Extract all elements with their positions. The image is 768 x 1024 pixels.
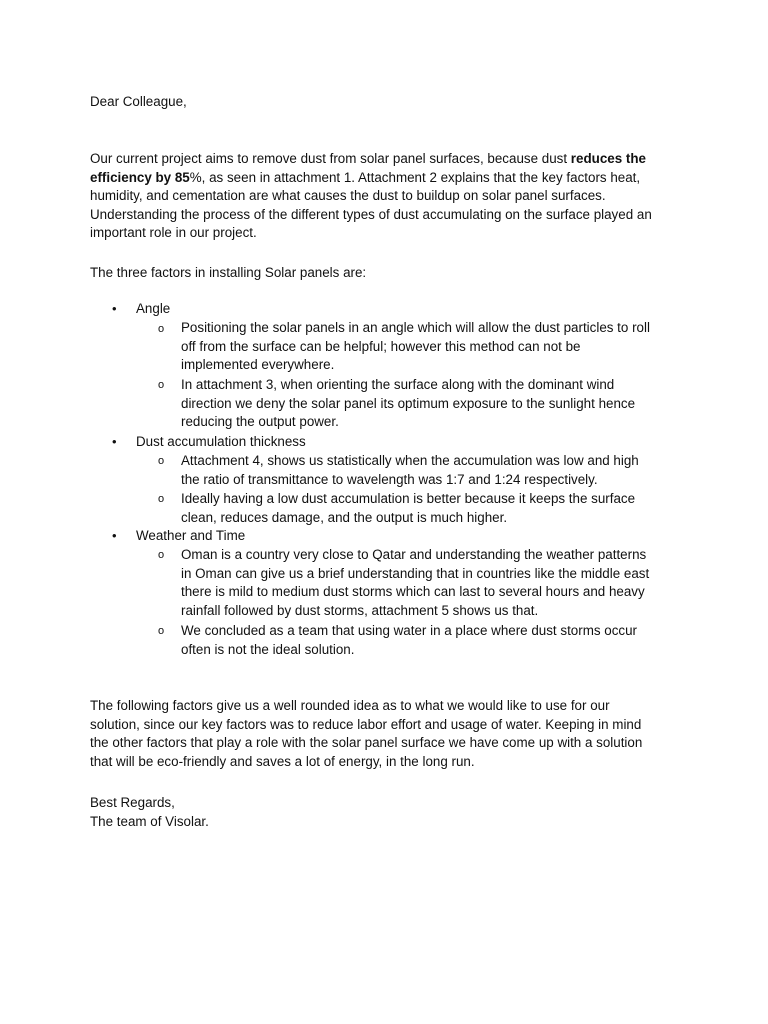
point-line: Attachment 4, shows us statistically when the accumulation was low and high [181, 453, 639, 468]
dust-point-2 [181, 490, 681, 527]
point-line: Positioning the solar panels in an angle which will allow the dust particles to roll [181, 320, 650, 335]
intro-percent-sign: % [189, 169, 202, 185]
sub-bullet-icon: o [158, 379, 165, 391]
point-line: off from the surface can be helpful; however this method can not be [181, 338, 581, 354]
intro-emphasis: efficiency by 85 [90, 169, 190, 185]
angle-point-1 [181, 319, 681, 375]
factors-lead: The three factors in installing Solar panels are: [90, 265, 367, 280]
point-line: Oman is a country very close to Qatar and understanding the weather patterns [181, 547, 647, 562]
point-line: in Oman can give us a brief understanding that in countries like the middle east [181, 565, 650, 581]
sub-bullet-icon: o [158, 493, 165, 505]
signoff-regards: Best Regards, [90, 795, 175, 810]
point-line: there is mild to medium dust storms which can last to several hours and heavy [181, 584, 645, 600]
salutation: Dear Colleague, [90, 94, 187, 109]
signoff-team: The team of Visolar. [90, 813, 209, 829]
intro-paragraph [90, 150, 690, 243]
sub-bullet-icon: o [158, 323, 165, 335]
point-line: the ratio of transmittance to wavelength was 1:7 and 1:24 respectively. [181, 471, 598, 487]
intro-line-5: important role in our project. [90, 225, 257, 241]
weather-point-1 [181, 546, 681, 620]
closing-line: that will be eco-friendly and saves a lot of energy, in the long run. [90, 753, 475, 769]
intro-line-1 [90, 150, 690, 169]
point-line: We concluded as a team that using water in a place where dust storms occur [181, 623, 638, 638]
closing-line: solution, since our key factors was to reduce labor effort and usage of water. Keeping in mind [90, 716, 642, 732]
angle-point-2 [181, 376, 681, 432]
bullet-icon: • [112, 528, 117, 543]
factor-title-weather: Weather and Time [136, 528, 246, 543]
sub-bullet-icon: o [158, 455, 165, 467]
point-line: often is not the ideal solution. [181, 641, 355, 657]
dust-point-1 [181, 452, 681, 489]
point-line: reducing the output power. [181, 414, 339, 430]
intro-text: Our current project aims to remove dust from solar panel surfaces, because dust [90, 151, 571, 166]
closing-paragraph [90, 697, 690, 771]
weather-point-2 [181, 622, 681, 659]
bullet-icon: • [112, 301, 117, 316]
factor-title-angle: Angle [136, 301, 171, 316]
intro-line-4: Understanding the process of the different types of dust accumulating on the surface played an [90, 206, 652, 222]
intro-text: , as seen in attachment 1. Attachment 2 explains that the key factors heat, [201, 169, 641, 185]
intro-line-2 [90, 169, 690, 188]
sub-bullet-icon: o [158, 625, 165, 637]
point-line: rainfall followed by dust storms, attachment 5 shows us that. [181, 602, 539, 618]
point-line: implemented everywhere. [181, 357, 335, 373]
intro-line-3: humidity, and cementation are what causes the dust to buildup on solar panel surfaces. [90, 188, 606, 204]
point-line: In attachment 3, when orienting the surface along with the dominant wind [181, 377, 615, 392]
point-line: clean, reduces damage, and the output is much higher. [181, 509, 508, 525]
factor-title-dust-accumulation: Dust accumulation thickness [136, 434, 306, 449]
intro-emphasis: reduces the [570, 151, 646, 166]
closing-line: The following factors give us a well rounded idea as to what we would like to use for our [90, 698, 610, 713]
point-line: direction we deny the solar panel its optimum exposure to the sunlight hence [181, 395, 636, 411]
point-line: Ideally having a low dust accumulation is better because it keeps the surface [181, 491, 636, 506]
closing-line: the other factors that play a role with the solar panel surface we have come up with a solution [90, 735, 643, 751]
sub-bullet-icon: o [158, 549, 165, 561]
bullet-icon: • [112, 434, 117, 449]
signoff [90, 794, 690, 831]
